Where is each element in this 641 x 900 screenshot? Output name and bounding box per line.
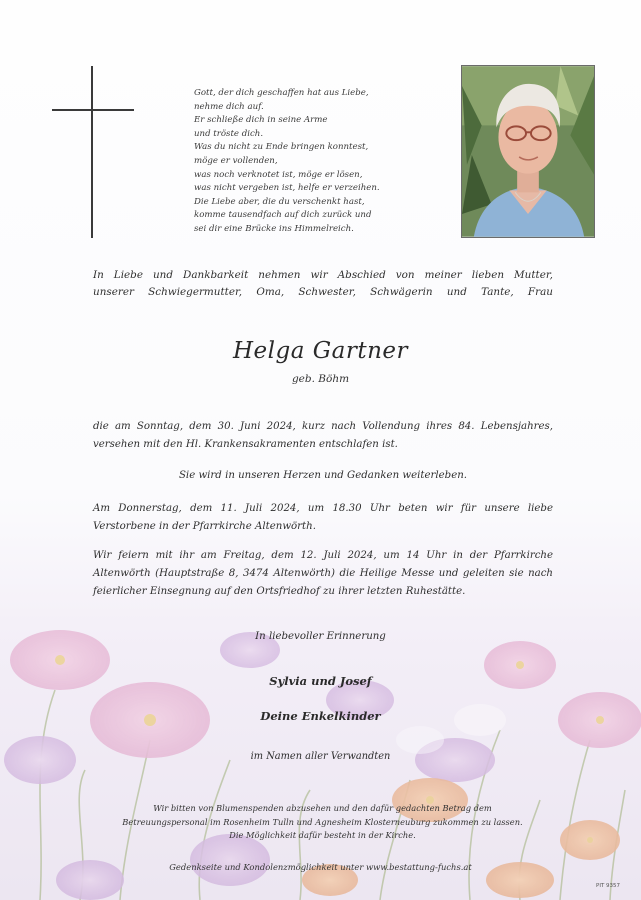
signer-relatives: im Namen aller Verwandten <box>250 751 391 762</box>
farewell-intro <box>93 267 553 301</box>
print-code: PIT 9357 <box>596 883 621 889</box>
notice-line: Betreuungspersonal im Rosenheim Tulln und Agnesheim Klosterneuburg zukommen zu lassen. <box>122 816 523 827</box>
maiden-name: geb. Böhm <box>291 373 350 385</box>
poem-line: Er schließe dich in seine Arme <box>194 115 328 126</box>
donation-notice <box>100 802 545 843</box>
poem-line: sei dir eine Brücke ins Himmelreich. <box>194 223 354 234</box>
cross-icon <box>91 66 93 238</box>
signer-children: Sylvia und Josef <box>269 674 372 688</box>
condolence-website-text: Gedenkseite und Kondolenzmöglichkeit unter www.bestattung-fuchs.at <box>169 862 472 872</box>
cross-icon-bar <box>52 109 134 111</box>
poem-line: nehme dich auf. <box>194 101 264 112</box>
memorial-poem <box>194 87 424 237</box>
in-memory-line: In liebevoller Erinnerung <box>255 631 386 642</box>
portrait-illustration <box>462 66 594 237</box>
intro-line: In Liebe und Dankbarkeit nehmen wir Abschied von meiner lieben Mutter, <box>93 269 553 281</box>
death-notice-text: die am Sonntag, dem 30. Juni 2024, kurz nach Vollendung ihres 84. Lebensjahres, versehen mit den Hl. Krankensakramenten entschlafen ist. <box>93 421 553 450</box>
poem-line: möge er vollenden, <box>194 155 278 166</box>
poem-line: komme tausendfach auf dich zurück und <box>194 210 372 221</box>
poem-line: Gott, der dich geschaffen hat aus Liebe, <box>194 88 369 98</box>
poem-line: und tröste dich. <box>194 128 264 139</box>
notice-line: Wir bitten von Blumenspenden abzusehen und den dafür gedachten Betrag dem <box>153 803 492 813</box>
funeral-service-text: Wir feiern mit ihr am Freitag, dem 12. Juli 2024, um 14 Uhr in der Pfarrkirche Altenwörth (Hauptstraße 8, 3474 Altenwörth) die Heilige Messe und geleiten sie nach feierlicher Einsegnung auf den Ortsfriedhof zu ihrer letzten Ruhestätte. <box>93 550 553 597</box>
poem-line: Die Liebe aber, die du verschenkt hast, <box>194 196 365 207</box>
poem-line: was noch verknotet ist, möge er lösen, <box>194 169 363 180</box>
intro-line: unserer Schwiegermutter, Oma, Schwester, Schwägerin und Tante, Frau <box>93 286 553 298</box>
signer-grandchildren: Deine Enkelkinder <box>260 709 381 723</box>
remembrance-text: Sie wird in unseren Herzen und Gedanken weiterleben. <box>178 470 468 481</box>
deceased-name: Helga Gartner <box>232 338 408 364</box>
prayer-service-text: Am Donnerstag, dem 11. Juli 2024, um 18.30 Uhr beten wir für unsere liebe Verstorbene in der Pfarrkirche Altenwörth. <box>93 503 553 532</box>
portrait-photo <box>461 65 595 238</box>
notice-line: Die Möglichkeit dafür besteht in der Kirche. <box>229 830 416 841</box>
poem-line: Was du nicht zu Ende bringen konntest, <box>194 142 369 153</box>
poem-line: was nicht vergeben ist, helfe er verzeihen. <box>194 183 380 194</box>
